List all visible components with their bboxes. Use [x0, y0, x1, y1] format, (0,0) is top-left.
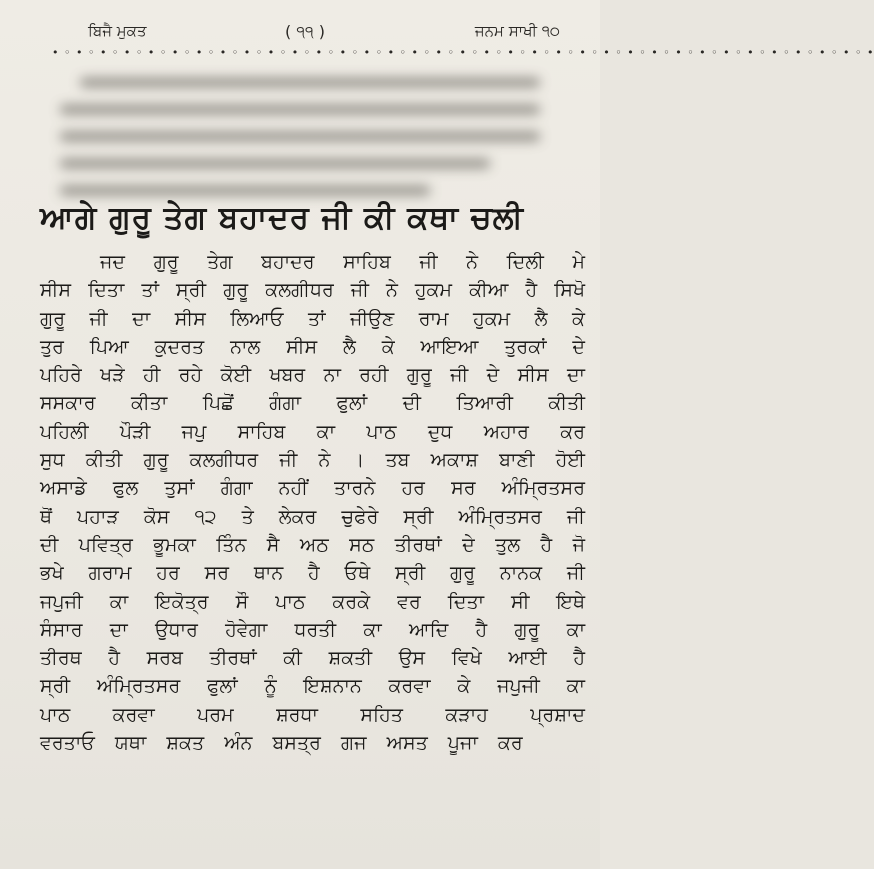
text-line: ਪਾਠ ਕਰਵਾ ਪਰਮ ਸ਼ਰਧਾ ਸਹਿਤ ਕੜਾਹ ਪ੍ਰਸ਼ਾਦ — [40, 703, 585, 726]
text-line: ਭਖੇ ਗਰਾਮ ਹਰ ਸਰ ਥਾਨ ਹੈ ਓਥੇ ਸ੍ਰੀ ਗੁਰੂ ਨਾਨਕ ਜੀ — [40, 562, 585, 585]
running-head-right: ਜਨਮ ਸਾਖੀ ੧੦ — [474, 22, 560, 40]
blurred-text-block — [50, 60, 550, 190]
text-line: ਗੁਰੂ ਜੀ ਦਾ ਸੀਸ ਲਿਆਓ ਤਾਂ ਜੀਉਣ ਰਾਮ ਹੁਕਮ ਲੈ ਕੇ — [40, 307, 585, 330]
section-heading: ਆਗੇ ਗੁਰੂ ਤੇਗ ਬਹਾਦਰ ਜੀ ਕੀ ਕਥਾ ਚਲੀ — [40, 200, 524, 236]
text-line: ਜਦ ਗੁਰੂ ਤੇਗ ਬਹਾਦਰ ਸਾਹਿਬ ਜੀ ਨੇ ਦਿਲੀ ਮੇ — [100, 251, 585, 273]
text-line: ਅਸਾਡੇ ਫੁਲ ਤੁਸਾਂ ਗੰਗਾ ਨਹੀਂ ਤਾਰਨੇ ਹਰ ਸਰ ਅੰਮ੍ਰਿਤਸਰ — [40, 477, 585, 500]
text-line: ਸੀਸ ਦਿਤਾ ਤਾਂ ਸ੍ਰੀ ਗੁਰੂ ਕਲਗੀਧਰ ਜੀ ਨੇ ਹੁਕਮ ਕੀਆ ਹੈ ਸਿਖੋ — [40, 279, 585, 302]
text-line: ਪਹਿਲੀ ਪੌੜੀ ਜਪੁ ਸਾਹਿਬ ਕਾ ਪਾਠ ਦੁਧ ਅਹਾਰ ਕਰ — [40, 420, 585, 443]
body-text — [40, 248, 585, 757]
text-line: ਸ੍ਰੀ ਅੰਮ੍ਰਿਤਸਰ ਫੁਲਾਂ ਨੂੰ ਇਸ਼ਨਾਨ ਕਰਵਾ ਕੇ ਜਪੁਜੀ ਕਾ — [40, 675, 585, 698]
text-line: ਸੁਧ ਕੀਤੀ ਗੁਰੂ ਕਲਗੀਧਰ ਜੀ ਨੇ । ਤਬ ਅਕਾਸ਼ ਬਾਣੀ ਹੋਈ — [40, 449, 585, 472]
text-line: ਦੀ ਪਵਿਤ੍ਰ ਭੂਮਕਾ ਤਿੰਨ ਸੈ ਅਠ ਸਠ ਤੀਰਥਾਂ ਦੇ ਤੁਲ ਹੈ ਜੋ — [40, 533, 585, 556]
running-head — [60, 22, 560, 46]
text-line: ਤੁਰ ਪਿਆ ਕੁਦਰਤ ਨਾਲ ਸੀਸ ਲੈ ਕੇ ਆਇਆ ਤੁਰਕਾਂ ਦੇ — [40, 335, 585, 358]
running-head-left: ਬਿਜੈ ਮੁਕਤ — [88, 22, 147, 40]
ornamental-rule: • ◦ • ◦ • ◦ • ◦ • ◦ • ◦ • ◦ • ◦ • ◦ • ◦ • ◦ • ◦ • ◦ • ◦ • ◦ • ◦ • ◦ • ◦ • ◦ • ◦ • ◦ • ◦ • ◦ • ◦ • ◦ • ◦ • ◦ • ◦ • ◦ • ◦ • ◦ • ◦ • ◦ • ◦ • — [52, 46, 874, 59]
text-line: ਥੋਂ ਪਹਾੜ ਕੋਸ ੧੨ ਤੇ ਲੇਕਰ ਚੁਫੇਰੇ ਸ੍ਰੀ ਅੰਮ੍ਰਿਤਸਰ ਜੀ — [40, 505, 585, 528]
text-line: ਸਸਕਾਰ ਕੀਤਾ ਪਿਛੋਂ ਗੰਗਾ ਫੁਲਾਂ ਦੀ ਤਿਆਰੀ ਕੀਤੀ — [40, 392, 585, 415]
text-line: ਤੀਰਥ ਹੈ ਸਰਬ ਤੀਰਥਾਂ ਕੀ ਸ਼ਕਤੀ ਉਸ ਵਿਖੇ ਆਈ ਹੈ — [40, 647, 585, 670]
page-number: ( ੧੧ ) — [285, 22, 326, 41]
text-line: ਸੰਸਾਰ ਦਾ ਉਧਾਰ ਹੋਵੇਗਾ ਧਰਤੀ ਕਾ ਆਦਿ ਹੈ ਗੁਰੂ ਕਾ — [40, 618, 585, 641]
text-line: ਵਰਤਾਓ ਯਥਾ ਸ਼ਕਤ ਅੰਨ ਬਸਤ੍ਰ ਗਜ ਅਸਤ ਪੂਜਾ ਕਰ — [40, 732, 523, 755]
text-line: ਜਪੁਜੀ ਕਾ ਇਕੋਤ੍ਰ ਸੌ ਪਾਠ ਕਰਕੇ ਵਰ ਦਿਤਾ ਸੀ ਇਥੇ — [40, 590, 585, 613]
text-line: ਪਹਿਰੇ ਖੜੇ ਹੀ ਰਹੇ ਕੋਈ ਖਬਰ ਨਾ ਰਹੀ ਗੁਰੂ ਜੀ ਦੇ ਸੀਸ ਦਾ — [40, 364, 585, 387]
